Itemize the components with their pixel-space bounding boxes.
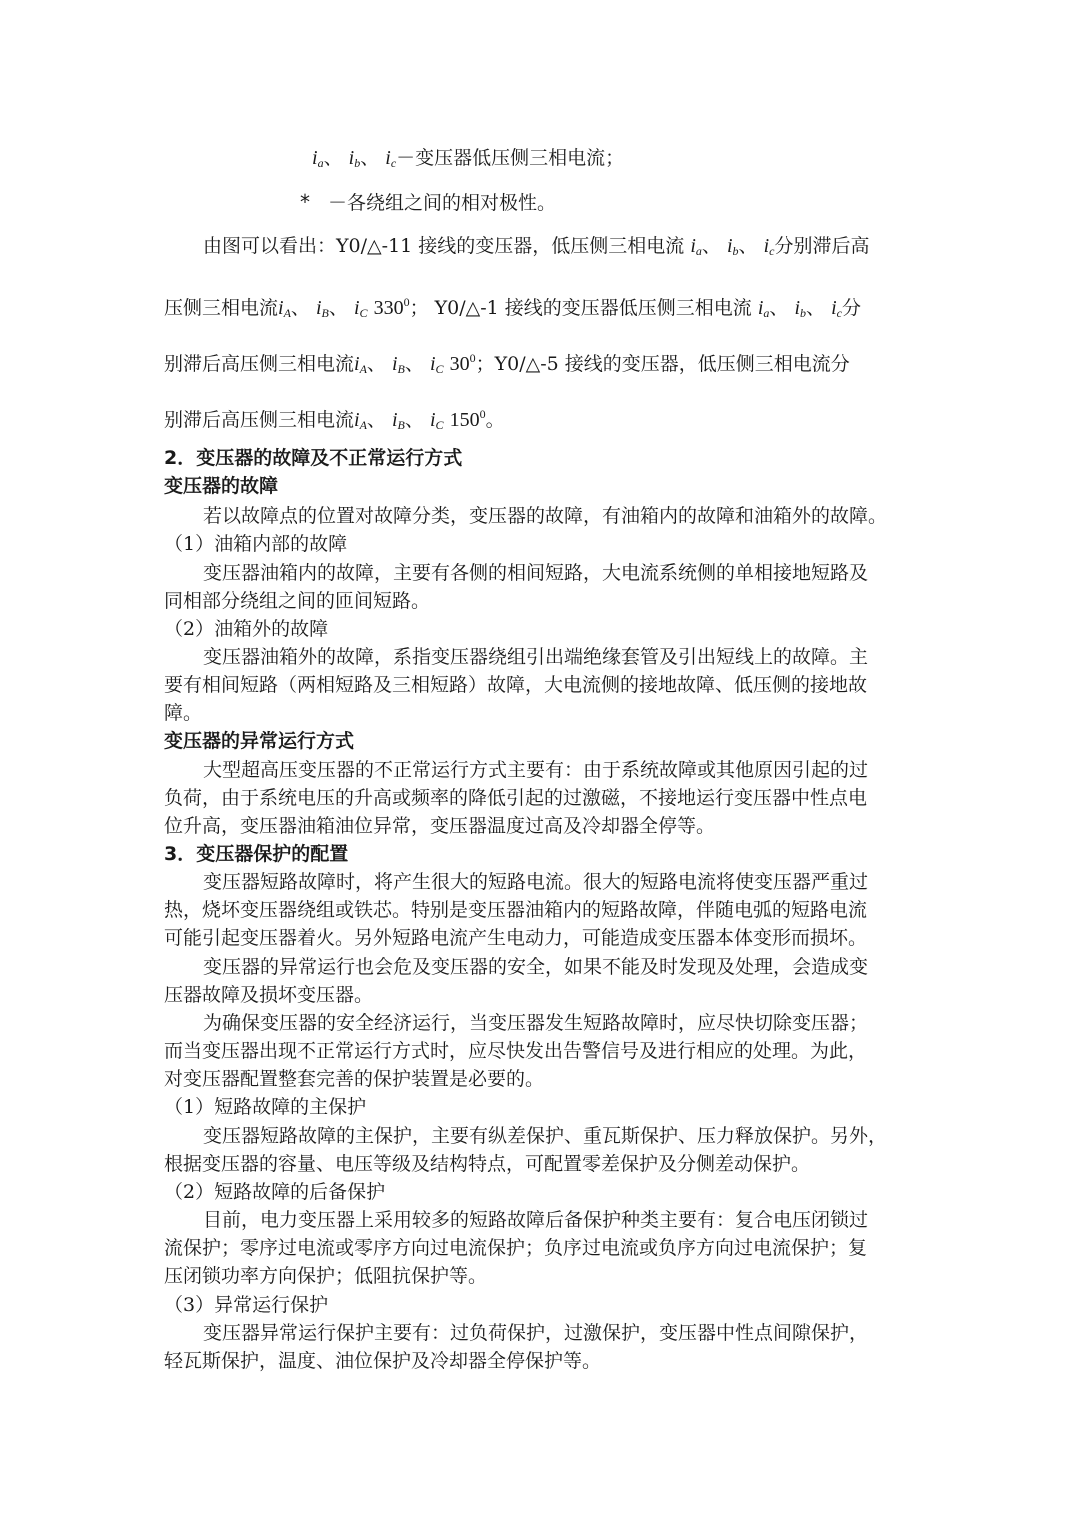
separator: 、 (738, 235, 758, 257)
separator: 、 (701, 235, 721, 257)
s3-p4-line1: 变压器短路故障的主保护，主要有纵差保护、重瓦斯保护、压力释放保护。另外， (203, 1125, 888, 1147)
separator: 、 (806, 297, 826, 319)
s3-p1-line3: 可能引起变压器着火。另外短路电流产生电动力，可能造成变压器本体变形而损坏。 (164, 927, 868, 949)
s3-p5-line2: 流保护；零序过电流或零序方向过电流保护；负序过电流或负序方向过电流保护；复 (164, 1237, 868, 1259)
ia-symbol: i (312, 147, 318, 169)
sub-C: C (435, 362, 444, 376)
p1-text-3: 压侧三相电流 (164, 297, 279, 319)
ib-symbol: i (348, 147, 355, 169)
p1-text-4: ； Y0/△-1 接线的变压器低压侧三相电流 (409, 297, 752, 319)
p1-line4 (164, 402, 505, 437)
p1-text-5: 分 (842, 297, 862, 319)
separator: 、 (404, 409, 424, 431)
degree-sup: 0 (479, 407, 486, 421)
s2-item-1: （1）油箱内部的故障 (164, 533, 348, 555)
i-symbol: i (763, 235, 770, 257)
i-symbol: i (353, 297, 360, 319)
angle-value: 150 (449, 409, 480, 431)
s3-p3-line2: 而当变压器出现不正常运行方式时，应尽快发出告警信号及进行相应的处理。为此， (164, 1040, 868, 1062)
sub-B: B (321, 306, 329, 320)
s2-p4-line3: 位升高，变压器油箱油位异常，变压器温度过高及冷却器全停等。 (164, 815, 716, 837)
s2-p3-line2: 要有相间短路（两相短路及三相短路）故障，大电流侧的接地故障、低压侧的接地故 (164, 674, 868, 696)
sub-C: C (435, 418, 444, 432)
current-ib (727, 234, 739, 263)
section-2-heading: 2．变压器的故障及不正常运行方式 (164, 447, 463, 469)
angle-330 (374, 297, 410, 319)
sub-B: B (397, 418, 405, 432)
degree-sup: 0 (469, 351, 476, 365)
s3-p2-line2: 压器故障及损坏变压器。 (164, 984, 374, 1006)
i-symbol: i (429, 409, 436, 431)
s2-p1: 若以故障点的位置对故障分类，变压器的故障，有油箱内的故障和油箱外的故障。 (203, 505, 888, 527)
sub-a: a (763, 306, 770, 320)
current-iB (316, 296, 329, 325)
separator: 、 (769, 297, 789, 319)
s2-p4-line1: 大型超高压变压器的不正常运行方式主要有：由于系统故障或其他原因引起的过 (203, 759, 869, 781)
section-2-subheading-abnormal: 变压器的异常运行方式 (164, 730, 355, 752)
section-2-subheading-faults: 变压器的故障 (164, 475, 279, 497)
sub-c: c (836, 306, 842, 320)
current-ib (794, 296, 806, 325)
sub-b: b (732, 244, 739, 258)
p1-line2 (164, 290, 861, 325)
p1-text-7: ；Y0/△-5 接线的变压器，低压侧三相电流分 (475, 353, 850, 375)
s3-item-1: （1）短路故障的主保护 (164, 1096, 367, 1118)
s3-p3-line1: 为确保变压器的安全经济运行，当变压器发生短路故障时，应尽快切除变压器； (203, 1012, 869, 1034)
s2-p3-line1: 变压器油箱外的故障，系指变压器绕组引出端绝缘套管及引出短线上的故障。主 (203, 646, 869, 668)
s2-p2-line1: 变压器油箱内的故障，主要有各侧的相间短路，大电流系统侧的单相接地短路及 (203, 562, 869, 584)
separator: 、 (328, 297, 348, 319)
i-symbol: i (726, 235, 733, 257)
current-iC (354, 296, 368, 325)
separator: 、 (360, 147, 380, 169)
sub-a: a (695, 244, 702, 258)
sub-A: A (359, 362, 367, 376)
i-symbol: i (757, 297, 764, 319)
p1-text-6: 别滞后高压侧三相电流 (164, 353, 355, 375)
s3-p3-line3: 对变压器配置整套完善的保护装置是必要的。 (164, 1068, 545, 1090)
s2-p4-line2: 负荷，由于系统电压的升高或频率的降低引起的过激磁，不接地运行变压器中性点电 (164, 787, 868, 809)
angle-value: 330 (373, 297, 404, 319)
sub-b: b (800, 306, 807, 320)
i-symbol: i (315, 297, 322, 319)
section-3-heading: 3．变压器保护的配置 (164, 843, 349, 865)
s3-p6-line2: 轻瓦斯保护，温度、油位保护及冷却器全停保护等。 (164, 1350, 602, 1372)
separator: 、 (366, 409, 386, 431)
s2-p3-line3: 障。 (164, 702, 203, 724)
sub-C: C (359, 306, 368, 320)
s3-p1-line2: 热，烧坏变压器绕组或铁芯。特别是变压器油箱内的短路故障，伴随电弧的短路电流 (164, 899, 868, 921)
p1-text-1: 由图可以看出：Y0/△-11 接线的变压器，低压侧三相电流 (203, 235, 685, 257)
separator: 、 (323, 147, 343, 169)
sub-c: c (769, 244, 775, 258)
i-symbol: i (831, 297, 837, 319)
current-ia (312, 146, 324, 175)
current-ic (385, 146, 396, 175)
current-iA (354, 352, 367, 381)
sub-A: A (359, 418, 367, 432)
angle-150 (450, 409, 486, 431)
current-iB (392, 408, 405, 437)
angle-30 (450, 353, 476, 375)
s3-p2-line1: 变压器的异常运行也会危及变压器的安全，如果不能及时发现及处理，会造成变 (203, 956, 869, 978)
current-iA (278, 296, 291, 325)
legend-star (300, 190, 556, 215)
i-symbol: i (354, 409, 360, 431)
degree-sup: 0 (403, 295, 410, 309)
i-symbol: i (278, 297, 284, 319)
s2-p2-line2: 同相部分绕组之间的匝间短路。 (164, 590, 431, 612)
i-symbol: i (391, 409, 398, 431)
s2-item-2: （2）油箱外的故障 (164, 618, 329, 640)
current-ia (690, 234, 702, 263)
sub-B: B (397, 362, 405, 376)
sub-A: A (283, 306, 291, 320)
s3-p4-line2: 根据变压器的容量、电压等级及结构特点，可配置零差保护及分侧差动保护。 (164, 1153, 811, 1175)
current-iC (430, 352, 444, 381)
current-ic (764, 234, 775, 263)
legend-low-text: －变压器低压侧三相电流； (396, 147, 625, 169)
separator: 、 (404, 353, 424, 375)
angle-value: 30 (449, 353, 470, 375)
i-symbol: i (391, 353, 398, 375)
i-symbol: i (429, 353, 436, 375)
separator: 、 (290, 297, 310, 319)
current-ib (349, 146, 361, 175)
ia-sub: a (317, 156, 324, 170)
i-symbol: i (690, 235, 696, 257)
separator: 、 (366, 353, 386, 375)
ic-sub: c (390, 156, 397, 170)
p1-text-2: 分别滞后高 (774, 235, 870, 257)
p1-line1 (203, 234, 870, 263)
current-iA (354, 408, 367, 437)
legend-star-text: －各绕组之间的相对极性。 (328, 192, 557, 214)
legend-low-currents (312, 146, 624, 175)
current-iB (392, 352, 405, 381)
asterisk-symbol: * (300, 190, 310, 214)
ic-symbol: i (385, 147, 391, 169)
p1-text-9: 。 (485, 409, 505, 431)
s3-p5-line3: 压闭锁功率方向保护；低阻抗保护等。 (164, 1265, 488, 1287)
current-ic (831, 296, 842, 325)
s3-p6-line1: 变压器异常运行保护主要有：过负荷保护，过激保护，变压器中性点间隙保护， (203, 1322, 869, 1344)
p1-text-8: 别滞后高压侧三相电流 (164, 409, 355, 431)
p1-line3 (164, 346, 850, 381)
i-symbol: i (354, 353, 360, 375)
s3-item-3: （3）异常运行保护 (164, 1294, 329, 1316)
s3-p5-line1: 目前，电力变压器上采用较多的短路故障后备保护种类主要有：复合电压闭锁过 (203, 1209, 869, 1231)
ib-sub: b (354, 156, 361, 170)
current-ia (758, 296, 770, 325)
s3-p1-line1: 变压器短路故障时，将产生很大的短路电流。很大的短路电流将使变压器严重过 (203, 871, 869, 893)
current-iC (430, 408, 444, 437)
i-symbol: i (794, 297, 801, 319)
s3-item-2: （2）短路故障的后备保护 (164, 1181, 386, 1203)
